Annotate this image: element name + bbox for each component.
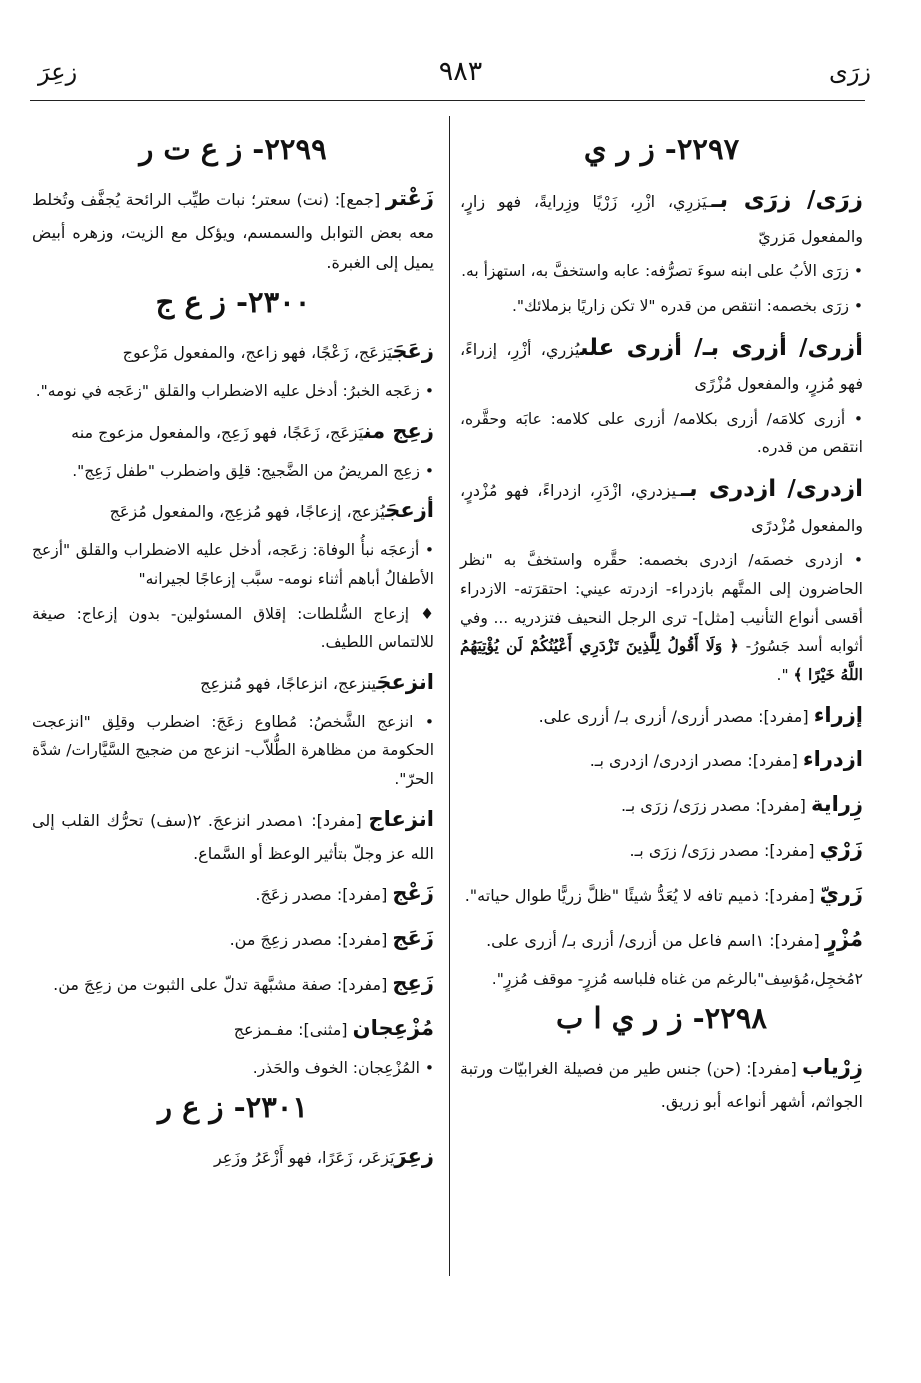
root-heading: ٢٢٩٩- ز ع ت ر: [139, 132, 327, 166]
example: • زرَى بخصمه: انتقص من قدره "لا تكن زاريًا بزملائك".: [511, 296, 863, 315]
entry: [32, 179, 434, 277]
headword: زَعِج: [392, 970, 434, 995]
entry-body: [مفرد]: (حن) جنس طير من فصيلة الغرابيّات ورتبة الجواثم، أشهر أنواعه أبو زريق.: [460, 1059, 863, 1112]
entry-body: ـيزدري، ازْدَرِ، ازدراءً، فهو مُزْدرٍ، والمفعول مُزْدرًى: [460, 481, 863, 535]
entry: [460, 785, 863, 824]
entry-body: يَزعَج، زَعْجًا، فهو زاعج، والمفعول مَزْعوج: [122, 343, 393, 363]
entry: [460, 327, 863, 399]
left-column: [32, 130, 434, 1343]
headword: انزعاج: [368, 806, 434, 831]
example: • أزرى كلامَه/ أزرى بكلامه/ أزرى على كلامه: عابَه وحقَّره، انتقص من قدره.: [460, 409, 863, 457]
header-rule: [30, 100, 865, 101]
entry-body: [مفرد]: مصدر ازدرى/ ازدرى بـ.: [589, 751, 803, 771]
example: • المُزْعِجان: الخوف والحَذر.: [252, 1058, 434, 1077]
headword: زَعْتر: [385, 186, 434, 211]
headword: زَرْي: [819, 837, 863, 862]
example: ٢مُخجِل،مُؤسِف"بالرغم من غناه فلباسه مُزرٍ- موقف مُزرٍ".: [491, 969, 863, 988]
example: [460, 546, 863, 689]
entry: [460, 830, 863, 869]
headword: ازدراء: [802, 747, 863, 772]
entry: [460, 179, 863, 251]
example: • انزعج الشَّخصُ: مُطاوع زعَجَ: اضطرب وقلِق "انزعجت الحكومة من مظاهرة الطُّلاّب- انزعج من ضجيج السَّيَّارات/ شدَّة الحرّ".: [32, 712, 434, 789]
entry-body: يَزعَر، زَعَرًا، فهو أَزْعَرُ وزَعِر: [213, 1148, 395, 1168]
headword: زَريّ: [819, 881, 863, 906]
header-left-word: زعِرَ: [38, 58, 78, 86]
entry: [32, 412, 434, 451]
entry-body: [مفرد]: ذميم تافه لا يُعَدُّ شيئًا "ظلَّ زريًّا طوال حياته".: [464, 885, 820, 905]
headword: انزعجَ: [376, 669, 434, 694]
headword: زعَجَ: [392, 339, 434, 364]
example: • زعَجه الخبرُ: أدخل عليه الاضطراب والقلق "زعَجه في نومه".: [35, 382, 434, 401]
example: ♦ إزعاج السُّلطات: إقلاق المسئولين- بدون إزعاج: صيغة للالتماس اللطيف.: [32, 604, 434, 652]
example: • زعِج المريضُ من الضَّجيج: قلِق واضطرب "طفل زَعِج".: [72, 461, 434, 480]
entry: [460, 1048, 863, 1116]
entry: [32, 874, 434, 913]
entry: [32, 1137, 434, 1176]
entry: [32, 491, 434, 530]
entry: [460, 696, 863, 735]
entry-body: يَزعَج، زَعَجًا، فهو زَعِج، والمفعول مزعوج منه: [71, 422, 364, 442]
entry: [460, 468, 863, 540]
root-heading: ٢٢٩٧- ز ر ي: [583, 132, 740, 166]
header-right-word: زرَى: [829, 58, 871, 86]
entry: [460, 875, 863, 914]
entry: [32, 964, 434, 1003]
example: • زرَى الأبُ على ابنه سوءَ تصرُّفه: عابه واستخفَّ به، استهزأ به.: [461, 262, 863, 281]
quran-verse: ﴿ وَلَا أَقُولُ لِلَّذِينَ تَزْدَرِي أَعْيُنُكُمْ لَن يُؤْتِيَهُمُ اللَّهُ خَيْرًا ﴾: [460, 636, 863, 684]
root-heading: ٢٢٩٨- ز ر ي ا ب: [556, 1001, 767, 1036]
headword: مُزْعِجان: [352, 1015, 434, 1040]
entry: [32, 332, 434, 371]
entry-body: [مفرد]: مصدر زعِجَ من.: [229, 930, 393, 950]
entry-body: يُزعج، إزعاجًا، فهو مُزعِج، والمفعول مُزعَج: [109, 502, 386, 522]
entry-body: [مفرد]: ١مصدر انزعجَ. ٢(سف) تحرُّك القلب إلى الله عز وجلّ بتأثير الوعظ أو السَّماع.: [32, 810, 434, 863]
headword: إزراء: [813, 702, 863, 727]
headword: زرَى/ زرَى بـ: [711, 187, 864, 214]
entry-body: [مثنى]: مفـمزعج: [233, 1019, 353, 1039]
entry-body: [مفرد]: مصدر زرَى/ زرَى بـ.: [629, 841, 820, 861]
entry: [32, 1009, 434, 1048]
entry: [460, 920, 863, 959]
entry-body: يُزري، أزْرِ، إزراءً، فهو مُزرٍ، والمفعول مُزْرًى: [460, 339, 863, 394]
page-number: ٩٨٣: [438, 56, 483, 87]
headword: زعِج من: [363, 418, 434, 443]
entry-body: [جمع]: (نت) سعتر؛ نبات طيِّب الرائحة يُجفَّف وتُخلط معه بعض التوابل والسمسم، ويؤكل مع الزيت، وزهره أبيض يميل إلى الغبرة.: [32, 190, 434, 272]
headword: زَعَج: [392, 926, 434, 951]
entry-body: ـيَزرِي، ازْرِ، زَرْيًا وزِرايةً، فهو زارٍ، والمفعول مَزريّ: [460, 192, 863, 246]
entry: [32, 800, 434, 868]
right-column: [460, 130, 863, 1343]
entry-body: [مفرد]: مصدر زرَى/ زرَى بـ.: [620, 796, 811, 816]
headword: زَعْج: [392, 881, 434, 906]
entry: [460, 740, 863, 779]
example-text: • ازدرى خصمَه/ ازدرى بخصمه: حقَّره واستخفَّ به "نظر الحاضرون إلى المتَّهم بازدراء- ازدرته عيني: احتقرَته- الازدراء أقسى أنواع التأنيب [مثل]- ترى الرجل النحيف فتزدريه ... وفي أثوابه أسد جَسُورُ-: [460, 551, 863, 656]
headword: زعِرَ: [394, 1144, 434, 1169]
headword: زِرْياب: [801, 1055, 863, 1080]
root-heading: ٢٣٠١- ز ع ر: [158, 1090, 308, 1125]
example-end: ".: [776, 665, 794, 684]
entry-body: ينزعج، انزعاجًا، فهو مُنزعِج: [200, 673, 377, 693]
headword: أزعجَ: [385, 498, 434, 523]
column-divider: [449, 116, 450, 1276]
example: • أزعجَه نبأُ الوفاة: زعَجه، أدخل عليه الاضطراب والقلق "أزعج الأطفالُ أباهم أثناء نومه- سبَّب إزعاجًا لجيرانه": [32, 541, 434, 588]
entry: [32, 919, 434, 958]
entry-body: [مفرد]: ١اسم فاعل من أزرى/ أزرى بـ/ أزرى على.: [486, 930, 825, 950]
entry-body: [مفرد]: مصدر زعَجَ.: [255, 885, 393, 905]
entry-body: [مفرد]: صفة مشبَّهة تدلّ على الثبوت من زعِجَ من.: [53, 974, 393, 994]
headword: أزرى/ أزرى بـ/ أزرى على: [579, 334, 863, 361]
headword: زِراية: [811, 792, 863, 817]
entry: [32, 663, 434, 702]
headword: مُزْرٍ: [824, 926, 863, 951]
headword: ازدرى/ ازدرى بـ: [681, 476, 863, 503]
root-heading: ٢٣٠٠- ز ع ج: [155, 285, 311, 320]
entry-body: [مفرد]: مصدر أزرى/ أزرى بـ/ أزرى على.: [538, 706, 814, 726]
